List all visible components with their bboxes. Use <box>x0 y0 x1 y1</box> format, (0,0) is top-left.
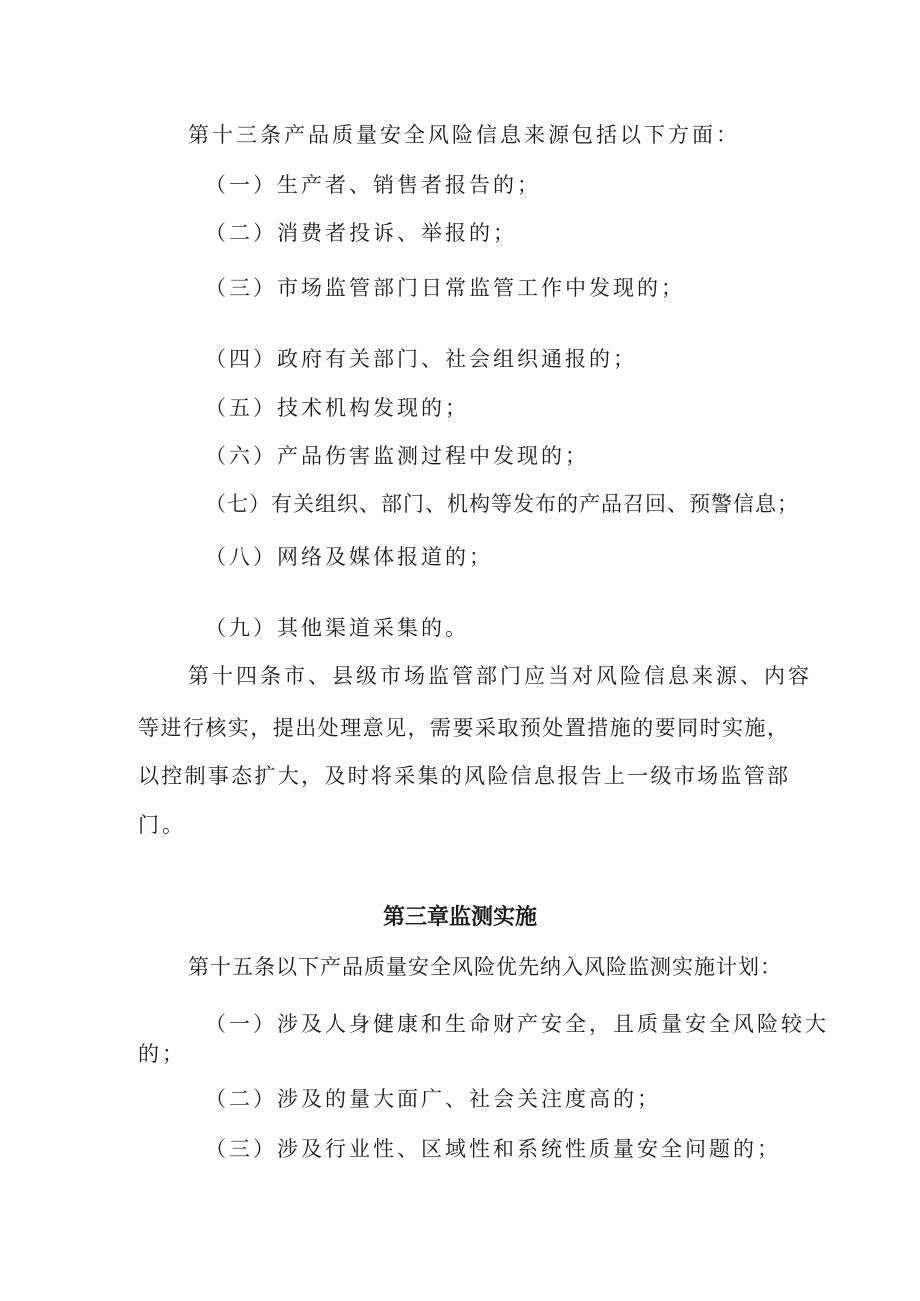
chapter-3-heading: 第三章监测实施 <box>382 905 537 930</box>
article-13-item-8: （八）网络及媒体报道的； <box>205 545 493 569</box>
article-14-line-4: 门。 <box>138 813 186 837</box>
article-13-item-7: （七）有关组织、部门、机构等发布的产品召回、预警信息； <box>205 492 799 516</box>
article-13-item-2: （二）消费者投诉、举报的； <box>205 221 517 245</box>
article-14-line-2: 等进行核实，提出处理意见，需要采取预处置措施的要同时实施， <box>138 716 788 740</box>
article-15-intro: 第十五条以下产品质量安全风险优先纳入风险监测实施计划： <box>188 955 782 979</box>
article-13-item-3: （三）市场监管部门日常监管工作中发现的； <box>205 276 685 300</box>
article-14-line-3: 以控制事态扩大，及时将采集的风险信息报告上一级市场监管部 <box>138 764 788 788</box>
article-15-item-2: （二）涉及的量大面广、社会关注度高的； <box>205 1087 661 1111</box>
article-13-item-6: （六）产品伤害监测过程中发现的； <box>205 444 589 468</box>
article-13-item-1: （一）生产者、销售者报告的； <box>205 173 541 197</box>
article-15-item-3: （三）涉及行业性、区域性和系统性质量安全问题的； <box>205 1137 781 1161</box>
article-13-item-9: （九）其他渠道采集的。 <box>205 616 469 640</box>
article-14-line-1: 第十四条市、县级市场监管部门应当对风险信息来源、内容 <box>188 664 812 688</box>
article-13-intro: 第十三条产品质量安全风险信息来源包括以下方面： <box>188 123 740 147</box>
article-13-item-5: （五）技术机构发现的； <box>205 396 469 420</box>
article-15-item-1-cont: 的； <box>138 1042 186 1066</box>
article-13-item-4: （四）政府有关部门、社会组织通报的； <box>205 347 637 371</box>
article-15-item-1: （一）涉及人身健康和生命财产安全，且质量安全风险较大 <box>205 1012 829 1036</box>
